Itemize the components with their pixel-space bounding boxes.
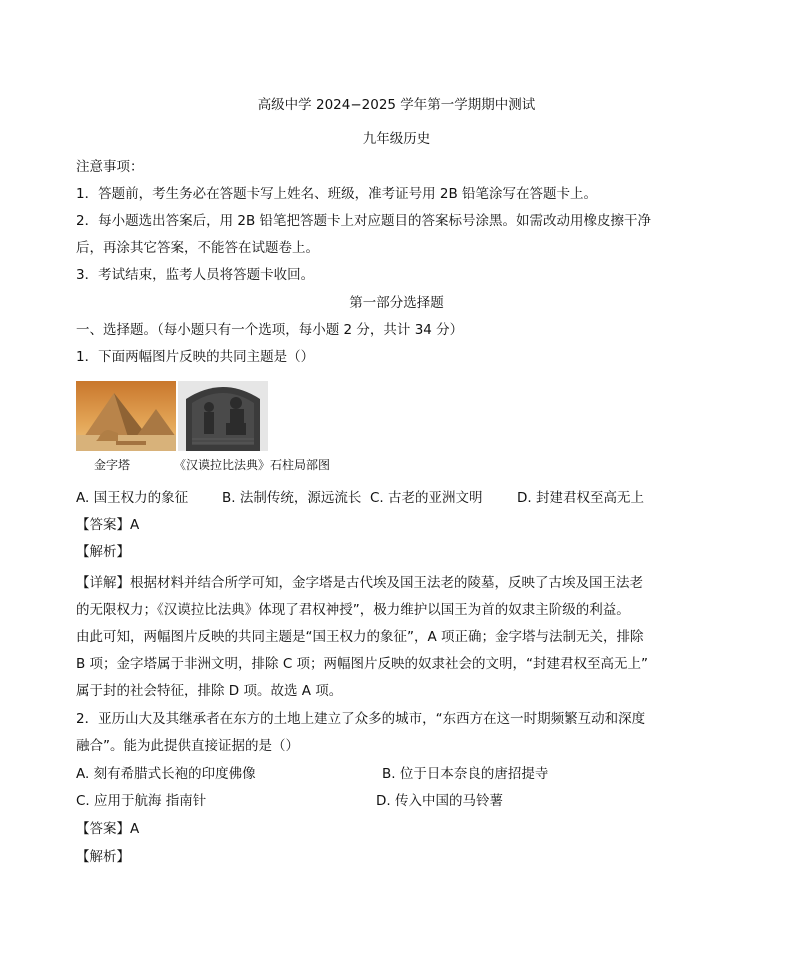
pyramid-image — [76, 381, 176, 451]
question-2-stem-line-1: 2．亚历山大及其继承者在东方的土地上建立了众多的城市，“东西方在这一时期频繁互动和深度 — [76, 711, 646, 727]
exam-subtitle: 九年级历史 — [362, 131, 431, 147]
question-2-option-a: A. 刻有希腊式长袍的印度佛像 — [76, 766, 256, 782]
question-1-detail-line-5: 属于封的社会特征，排除 D 项。故选 A 项。 — [76, 683, 343, 699]
question-2-option-d: D. 传入中国的马铃薯 — [376, 793, 503, 809]
section-title: 一、选择题。（每小题只有一个选项，每小题 2 分，共计 34 分） — [76, 322, 464, 338]
question-2-answer: 【答案】A — [76, 821, 140, 837]
question-1-detail-line-2: 的无限权力；《汉谟拉比法典》体现了君权神授”，极力维护以国王为首的奴隶主阶级的利益。 — [76, 602, 630, 618]
question-1-analysis-label: 【解析】 — [76, 544, 130, 560]
question-1-option-b: B. 法制传统，源远流长 — [222, 490, 362, 506]
question-1-stem: 1．下面两幅图片反映的共同主题是（） — [76, 349, 315, 365]
notice-item-1: 1．答题前，考生务必在答题卡写上姓名、班级，准考证号用 2B 铅笔涂写在答题卡上。 — [76, 186, 598, 202]
question-1-detail-line-1: 【详解】根据材料并结合所学可知，金字塔是古代埃及国王法老的陵墓，反映了古埃及国王法老 — [76, 575, 643, 591]
question-1-answer: 【答案】A — [76, 517, 140, 533]
notice-heading: 注意事项： — [76, 159, 144, 175]
notice-item-3: 3．考试结束，监考人员将答题卡收回。 — [76, 267, 315, 283]
question-1-figure — [76, 381, 336, 477]
question-2-stem-line-2: 融合”。能为此提供直接证据的是（） — [76, 738, 299, 754]
question-2-option-b: B. 位于日本奈良的唐招提寺 — [382, 766, 549, 782]
question-1-detail-line-4: B 项；金字塔属于非洲文明，排除 C 项；两幅图片反映的奴隶社会的文明，“封建君权至高无上” — [76, 656, 649, 672]
caption-pyramid: 金字塔 — [94, 458, 131, 472]
question-2-analysis-label: 【解析】 — [76, 849, 130, 865]
exam-title: 高级中学 2024−2025 学年第一学期期中测试 — [257, 97, 536, 113]
caption-stele: 《汉谟拉比法典》石柱局部图 — [174, 458, 331, 472]
part-title: 第一部分选择题 — [349, 295, 444, 311]
question-1-option-d: D. 封建君权至高无上 — [517, 490, 644, 506]
question-1-option-a: A. 国王权力的象征 — [76, 490, 189, 506]
notice-item-2-line-2: 后，再涂其它答案，不能答在试题卷上。 — [76, 240, 319, 256]
question-2-option-c: C. 应用于航海 指南针 — [76, 793, 207, 809]
notice-item-2-line-1: 2．每小题选出答案后，用 2B 铅笔把答题卡上对应题目的答案标号涂黑。如需改动用橡皮擦干净 — [76, 213, 652, 229]
question-1-option-c: C. 古老的亚洲文明 — [370, 490, 483, 506]
question-1-detail-line-3: 由此可知，两幅图片反映的共同主题是“国王权力的象征”，A 项正确；金字塔与法制无关，排除 — [76, 629, 644, 645]
stele-image — [178, 381, 268, 451]
